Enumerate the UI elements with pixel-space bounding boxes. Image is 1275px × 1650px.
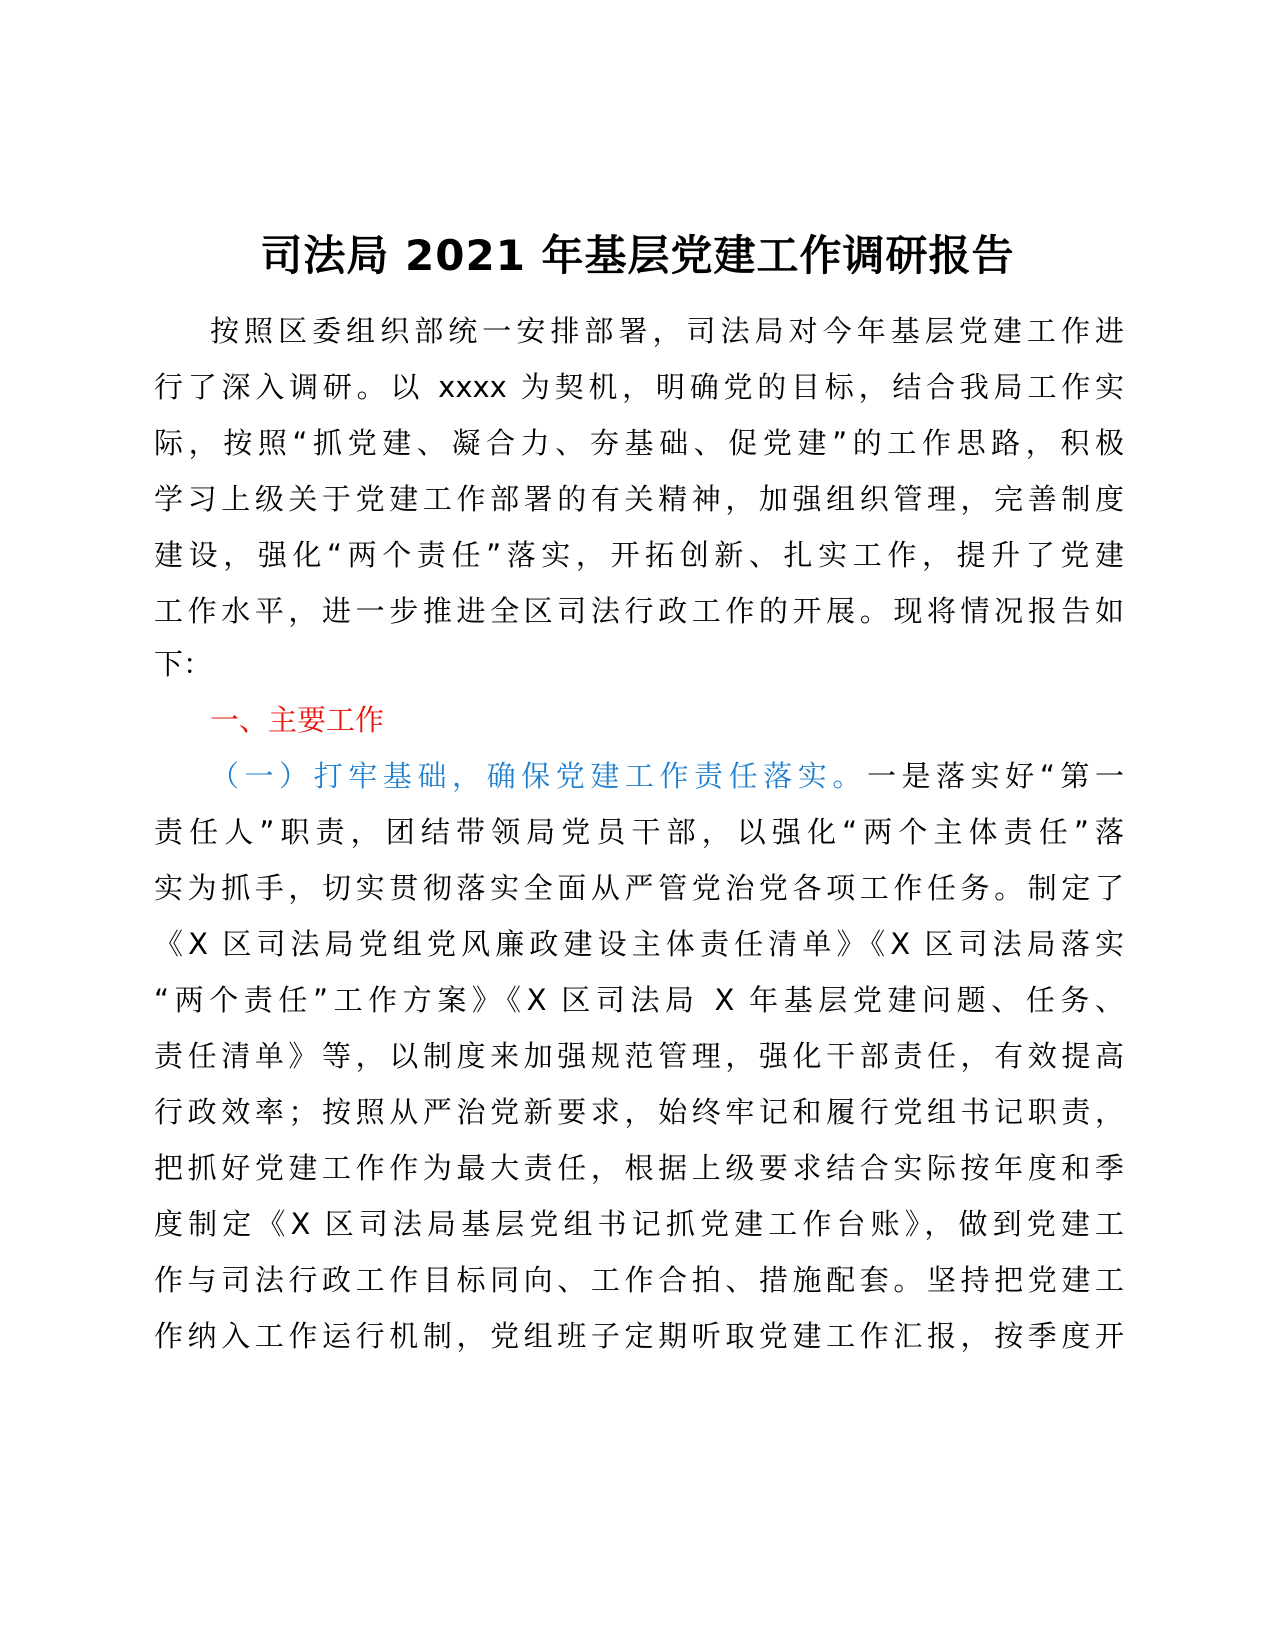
section-heading: 一、主要工作 (210, 703, 385, 737)
paragraph-line: “两个责任”工作方案》《X 区司法局 X 年基层党建问题、任务、 (154, 983, 1124, 1017)
paragraph-line: 建设，强化“两个责任”落实，开拓创新、扎实工作，提升了党建 (154, 538, 1124, 572)
subsection-heading: （一）打牢基础，确保党建工作责任落实。 (210, 759, 867, 793)
paragraph-line: 作纳入工作运行机制，党组班子定期听取党建工作汇报，按季度开 (154, 1319, 1124, 1353)
paragraph-line: 实为抓手，切实贯彻落实全面从严管党治党各项工作任务。制定了 (154, 871, 1124, 905)
paragraph-line: 责任人”职责，团结带领局党员干部，以强化“两个主体责任”落 (154, 815, 1124, 849)
paragraph-line: 把抓好党建工作作为最大责任，根据上级要求结合实际按年度和季 (154, 1151, 1124, 1185)
paragraph-line: 学习上级关于党建工作部署的有关精神，加强组织管理，完善制度 (154, 482, 1124, 516)
paragraph-line: 责任清单》等，以制度来加强规范管理，强化干部责任，有效提高 (154, 1039, 1124, 1073)
subsection-first-line (210, 756, 1124, 796)
paragraph-line: 作与司法行政工作目标同向、工作合拍、措施配套。坚持把党建工 (154, 1263, 1124, 1297)
paragraph-line: 下： (154, 647, 213, 681)
paragraph-line: 行了深入调研。以 xxxx 为契机，明确党的目标，结合我局工作实 (154, 370, 1124, 404)
document-title: 司法局 2021 年基层党建工作调研报告 (260, 231, 1015, 280)
paragraph-line: 行政效率；按照从严治党新要求，始终牢记和履行党组书记职责， (154, 1095, 1124, 1129)
subsection-first-line-text: 一是落实好“第一 (866, 759, 1124, 793)
paragraph-line: 际，按照“抓党建、凝合力、夯基础、促党建”的工作思路，积极 (154, 426, 1124, 460)
paragraph-line: 按照区委组织部统一安排部署，司法局对今年基层党建工作进 (210, 314, 1124, 348)
paragraph-line: 《X 区司法局党组党风廉政建设主体责任清单》《X 区司法局落实 (154, 927, 1124, 961)
paragraph-line: 工作水平，进一步推进全区司法行政工作的开展。现将情况报告如 (154, 594, 1124, 628)
paragraph-line: 度制定《X 区司法局基层党组书记抓党建工作台账》，做到党建工 (154, 1207, 1124, 1241)
